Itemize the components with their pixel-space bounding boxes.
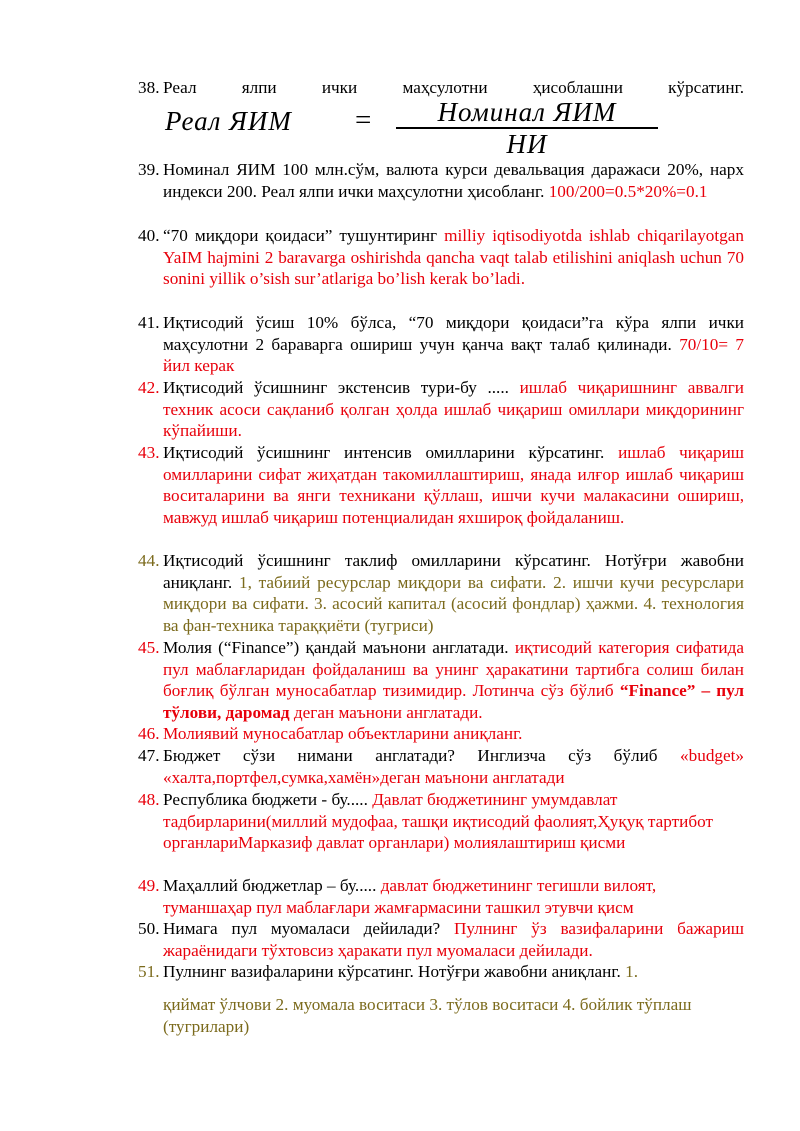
answer-text: 100/200=0.5*20%=0.1 [548, 181, 708, 201]
question-text: Молия (“Finance”) қандай маънони англатади. [163, 638, 509, 657]
question-51 [138, 961, 744, 983]
question-50 [138, 918, 744, 961]
real-gdp-formula [165, 97, 685, 159]
question-number: 49. [138, 876, 160, 895]
question-text: Реал ялпи ички маҳсулотни ҳисоблашни кўрсатинг. [163, 78, 744, 97]
question-39 [138, 159, 744, 202]
question-text: Иқтисодий ўсишнинг таклиф омилларини кўрсатинг. Нотўғри жавобни аниқланг. [163, 551, 744, 592]
answer-text: 1. [625, 962, 638, 981]
answer-text: Пулнинг ўз вазифаларини бажариш жараёнидаги тўхтовсиз ҳаракати пул муомаласи дейилади. [163, 919, 745, 960]
question-number: 40. [138, 226, 160, 245]
question-48 [138, 789, 744, 854]
question-number: 39. [138, 160, 160, 179]
question-44 [138, 550, 744, 636]
question-49 [138, 875, 744, 918]
question-number: 43. [138, 443, 160, 462]
question-number: 51. [138, 962, 160, 981]
question-43 [138, 442, 744, 528]
question-38 [138, 77, 744, 99]
question-text: Пулнинг вазифаларини кўрсатинг. Нотўғри жавобни аниқланг. [163, 962, 621, 981]
question-text: “70 миқдори қоидаси” тушунтиринг [163, 226, 438, 245]
question-number: 41. [138, 313, 160, 332]
question-number: 50. [138, 919, 160, 938]
answer-continuation-text: қиймат ўлчови 2. муомала воситаси 3. тўлов воситаси 4. бойлик тўплаш (тугрилари) [163, 995, 692, 1036]
answer-text: иқтисодий категория сифатида пул маблағларидан фойдаланиш ва унинг ҳаракатини тартибга солиш билан боғлиқ бўлган муносабатлар тизимидир. Лотинча сўз бўлиб [163, 638, 745, 701]
question-text: Иқтисодий ўсиш 10% бўлса, “70 миқдори қоидаси”га кўра ялпи ички маҳсулотни 2 бараварга ошириш учун қанча вақт талаб қилинади. [163, 313, 744, 354]
formula-equals: = [355, 104, 372, 136]
answer-text: «budget» «халта,портфел,сумка,хамён»деган маънони англатади [163, 746, 745, 787]
formula-numerator: Номинал ЯИМ [437, 97, 617, 127]
question-45 [138, 637, 744, 723]
answer-text: milliy iqtisodiyotda ishlab chiqarilayotgan YaIM hajmini 2 baravarga oshirishda qancha vaqt talab etilishini aniqlash uchun 70 sonini yillik o’sish sur’atlariga bo’lish kerak bo’ladi. [163, 226, 744, 289]
question-text: Маҳаллий бюджетлар – бу..... [163, 876, 377, 895]
answer-bold-text: “Finance” – пул тўлови, даромад [163, 681, 744, 722]
question-text: Иқтисодий ўсишнинг интенсив омилларини кўрсатинг. [163, 443, 605, 462]
question-text: Бюджет сўзи нимани англатади? Инглизча сўз бўлиб [163, 746, 658, 765]
question-42 [138, 377, 744, 442]
question-text: Молиявий муносабатлар объектларини аниқланг. [163, 724, 523, 743]
question-number: 47. [138, 746, 160, 765]
answer-text: 70/10= 7 йил керак [163, 334, 744, 376]
answer-text: Давлат бюджетининг умумдавлат тадбирларини(миллий мудофаа, ташқи иқтисодий фаолият,Ҳуқуқ тартибот органлариМарказиф давлат органлари) молиялаштириш қисми [163, 790, 713, 853]
answer-text: 1, табиий ресурслар миқдори ва сифати. 2. ишчи кучи ресурслари миқдори ва сифати. 3. асосий капитал (асосий фондлар) ҳажми. 4. технология ва фан-техника тараққиёти (тугриси) [163, 572, 745, 635]
question-text: Номинал ЯИМ 100 млн.сўм, валюта курси девальвация даражаси 20%, нарх индекси 200. Реал ялпи ички маҳсулотни ҳисобланг. [163, 160, 744, 201]
question-text: Иқтисодий ўсишнинг экстенсив тури-бу ..... [163, 378, 509, 397]
question-number: 44. [138, 551, 160, 570]
question-41 [138, 312, 744, 377]
question-number: 38. [138, 78, 160, 97]
question-number: 42. [138, 378, 160, 397]
answer-text: ишлаб чиқаришнинг аввалги техник асоси сақланиб қолган ҳолда ишлаб чиқариш омиллари миқдорининг кўпайиши. [163, 378, 744, 441]
answer-text: ишлаб чиқариш омилларини сифат жиҳатдан такомиллаштириш, янада илғор ишлаб чиқариш воситаларини ва янги техникани қўллаш, ишчи кучи малакасини ошириш, мавжуд ишлаб чиқариш потенциалидан яхшироқ фойдаланиш. [163, 443, 745, 527]
question-text: Нимага пул муомаласи дейилади? [163, 919, 441, 938]
formula-denominator: НИ [506, 129, 548, 159]
formula-lhs: Реал ЯИМ [165, 106, 292, 136]
question-47 [138, 745, 744, 788]
question-text: Республика бюджети - бу..... [163, 790, 368, 809]
question-40 [138, 225, 744, 290]
question-51-answer [138, 994, 744, 1037]
question-number: 48. [138, 790, 160, 809]
question-number: 45. [138, 638, 160, 657]
answer-tail-text: деган маънони англатади. [293, 702, 483, 722]
question-number: 46. [138, 724, 160, 743]
formula-fraction [392, 97, 662, 159]
question-46 [138, 723, 744, 745]
answer-text: давлат бюджетининг тегишли вилоят, туманшаҳар пул маблағлари жамғармасини ташкил этувчи қисм [163, 876, 657, 917]
